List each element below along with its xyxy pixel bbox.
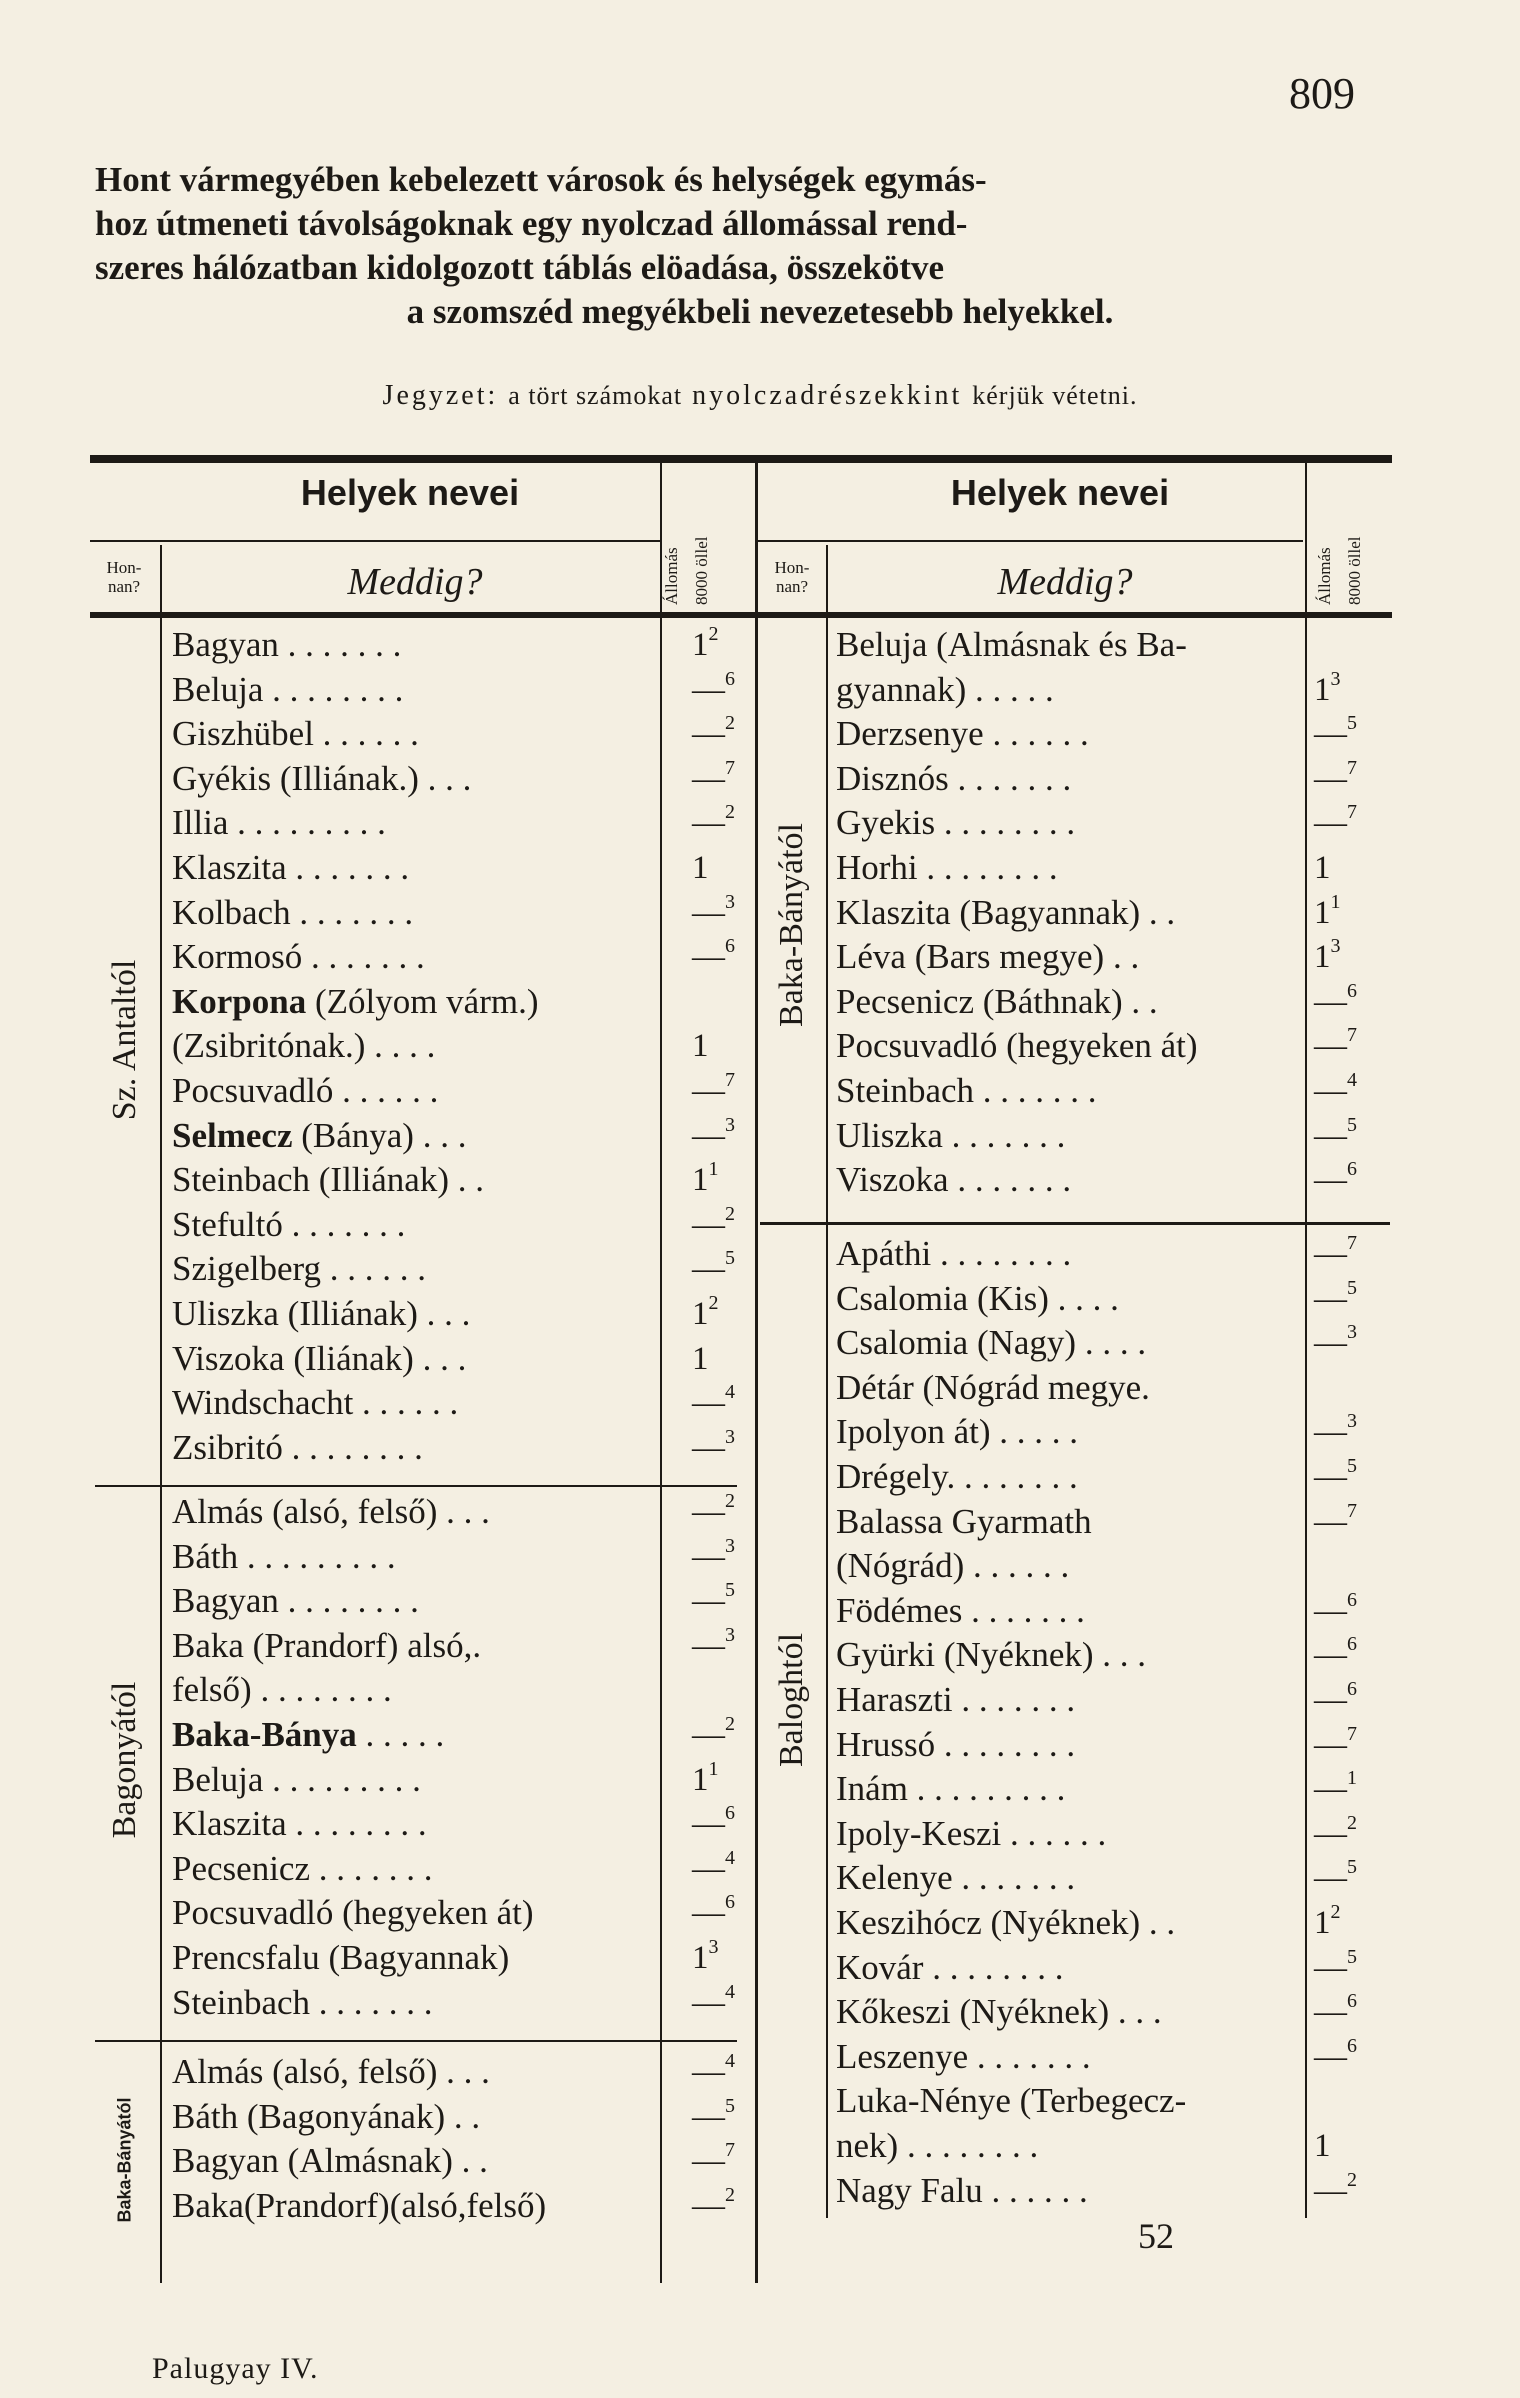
distance-value: —$^2$ (692, 1202, 735, 1243)
table-row (172, 1758, 757, 1802)
distance-value: —$^3$ (692, 890, 735, 931)
table-row (836, 1366, 1391, 1410)
place-name: Báth . . . . . . . . . (172, 1536, 396, 1576)
place-name: Csalomia (Nagy) . . . . (836, 1323, 1147, 1363)
distance-value: —$^6$ (1314, 2034, 1357, 2075)
left-honnan (90, 558, 158, 596)
table-row (836, 1158, 1391, 1202)
table-row (172, 1936, 757, 1980)
distance-value: —$^4$ (692, 2050, 735, 2090)
place-name: Détár (Nógrád megye. (836, 1367, 1150, 1407)
right-olel-label: 8000 öllel (1345, 536, 1364, 605)
title-line: Hont vármegyében kebelezett városok és helységek egymás- (95, 160, 987, 199)
left-group-label: Sz. Antaltól (106, 959, 143, 1121)
table-row (836, 1767, 1391, 1811)
honnan-b: nan? (107, 577, 141, 596)
distance-value: $1^1$ (1314, 890, 1341, 931)
table-row (172, 1381, 757, 1425)
table-row (836, 2035, 1391, 2079)
place-name: Klaszita . . . . . . . . (172, 1804, 427, 1844)
distance-value: —$^5$ (692, 1579, 735, 1620)
right-name-divider (826, 618, 828, 2218)
table-row (836, 1232, 1391, 1276)
place-name: Baka(Prandorf)(alsó,felső) (172, 2185, 547, 2225)
place-name: Viszoka . . . . . . . (836, 1160, 1072, 1200)
table-row (836, 1114, 1391, 1158)
table-row (172, 2139, 757, 2183)
table-row (172, 1247, 757, 1291)
distance-value: $1^3$ (692, 1936, 719, 1976)
distance-value: —$^5$ (1314, 1455, 1357, 1495)
distance-value: —$^7$ (1314, 756, 1357, 797)
place-name: Bagyan (Almásnak) . . (172, 2141, 488, 2181)
place-name: felső) . . . . . . . . (172, 1670, 392, 1710)
distance-value: 1 (1314, 2128, 1331, 2164)
table-row (836, 935, 1391, 979)
right-header-title: Helyek nevei (950, 472, 1170, 513)
table-top-rule (90, 455, 1392, 463)
table-row (172, 1981, 757, 2025)
distance-value: —$^6$ (1314, 979, 1357, 1020)
right-group-label: Baka-Bányától (773, 823, 810, 1027)
table-row (836, 1723, 1391, 1767)
place-name: Prencsfalu (Bagyannak) (172, 1938, 510, 1977)
left-group-label: Baka-Bányától (114, 2097, 135, 2223)
distance-value: —$^3$ (1314, 1321, 1357, 1362)
distance-value: —$^2$ (1314, 1811, 1357, 1852)
distance-value: —$^6$ (1314, 1678, 1357, 1718)
distance-value: —$^5$ (1314, 1945, 1357, 1986)
left-group-rule (95, 2040, 737, 2042)
place-name: Báth (Bagonyának) . . (172, 2096, 481, 2136)
left-name-divider (160, 618, 162, 2283)
distance-value: —$^6$ (692, 667, 735, 708)
place-name: Pocsuvadló (hegyeken át) (836, 1026, 1198, 1066)
place-name: Almás (alsó, felső) . . . (172, 1492, 490, 1531)
distance-value: 1 (692, 1028, 709, 1065)
place-name: Stefultó . . . . . . . (172, 1204, 406, 1244)
place-name: Pecsenicz (Báthnak) . . (836, 981, 1158, 1021)
table-row (172, 891, 757, 935)
place-name: Pecsenicz . . . . . . . (172, 1848, 433, 1888)
note-mid: nyolczadrészekkint (692, 380, 963, 411)
table-row (836, 1812, 1391, 1856)
place-name: Bagyan . . . . . . . . (172, 1581, 419, 1621)
honnan-a: Hon- (106, 558, 142, 577)
distance-value: —$^1$ (1314, 1767, 1357, 1808)
table-row (836, 1589, 1391, 1633)
table-row (836, 980, 1391, 1024)
distance-value: —$^6$ (1314, 1158, 1357, 1199)
place-name: Ipolyon át) . . . . . (836, 1412, 1079, 1452)
table-row (836, 712, 1391, 756)
table-row (172, 1114, 757, 1158)
table-row (172, 1668, 757, 1712)
left-group-rule (95, 1485, 737, 1487)
note-label: Jegyzet: (382, 380, 499, 411)
distance-value: —$^4$ (692, 1846, 735, 1887)
table-row (836, 623, 1391, 667)
table-row (172, 2050, 757, 2094)
distance-value: —$^2$ (692, 801, 735, 842)
place-name: Födémes . . . . . . . (836, 1590, 1085, 1630)
table-row (836, 2169, 1391, 2213)
distance-value: —$^4$ (692, 1980, 735, 2021)
distance-value: —$^5$ (692, 2094, 735, 2135)
table-row (172, 1713, 757, 1757)
place-name: Szigelberg . . . . . . (172, 1249, 427, 1289)
right-honnan-divider (826, 545, 828, 613)
place-name: Kelenye . . . . . . . (836, 1858, 1076, 1898)
title-line: szeres hálózatban kidolgozott táblás elöadása, összekötve (95, 248, 945, 287)
page-title (95, 158, 1425, 334)
place-name: Ipoly-Keszi . . . . . . (836, 1813, 1107, 1853)
table-row (836, 891, 1391, 935)
place-name: Giszhübel . . . . . . (172, 714, 419, 754)
place-name: Illia . . . . . . . . . (172, 803, 386, 843)
distance-value: —$^5$ (1314, 1856, 1357, 1897)
table-row (172, 1624, 757, 1668)
title-line: a szomszéd megyékbeli nevezetesebb helyekkel. (406, 292, 1114, 331)
place-name: Gyékis (Illiának.) . . . (172, 758, 472, 798)
place-name: (Zsibritónak.) . . . . (172, 1026, 436, 1066)
distance-value: —$^7$ (692, 1069, 735, 1109)
place-name: Klaszita (Bagyannak) . . (836, 892, 1176, 932)
place-name: (Nógrád) . . . . . . (836, 1546, 1070, 1586)
distance-value: $1^1$ (692, 1158, 719, 1199)
place-name: Kolbach . . . . . . . (172, 892, 414, 932)
distance-value: $1^2$ (692, 1292, 719, 1332)
table-row (836, 846, 1391, 890)
right-allomas-divider (1305, 463, 1307, 613)
place-name: Baka (Prandorf) alsó,. (172, 1625, 482, 1665)
table-row (172, 668, 757, 712)
place-name: Csalomia (Kis) . . . . (836, 1278, 1119, 1318)
table-row (836, 1633, 1391, 1677)
place-name: Derzsenye . . . . . . (836, 714, 1089, 754)
distance-value: $1^2$ (1314, 1901, 1341, 1941)
distance-value: —$^3$ (692, 1534, 735, 1575)
table-row (172, 846, 757, 890)
left-meddig: Meddig? (347, 561, 483, 603)
honnan-b: nan? (775, 577, 809, 596)
distance-value: —$^3$ (692, 1113, 735, 1154)
right-allomas-label: Állomás (1315, 547, 1334, 605)
place-name: Pocsuvadló . . . . . . (172, 1071, 439, 1110)
place-name: gyannak) . . . . . (836, 669, 1054, 709)
place-name: Balassa Gyarmath (836, 1501, 1092, 1541)
distance-value: $1^3$ (1314, 667, 1341, 708)
table-row (172, 2095, 757, 2139)
table-row (172, 623, 757, 667)
distance-value: —$^7$ (692, 756, 735, 797)
table-row (172, 1292, 757, 1336)
table-row (172, 935, 757, 979)
distance-value: —$^2$ (692, 1713, 735, 1753)
place-name: Steinbach . . . . . . . (836, 1071, 1097, 1110)
table-row (836, 757, 1391, 801)
distance-value: —$^3$ (1314, 1410, 1357, 1451)
distance-value: —$^6$ (692, 1891, 735, 1932)
distance-value: —$^5$ (692, 1247, 735, 1288)
place-name: Gyekis . . . . . . . . (836, 803, 1076, 843)
distance-value: —$^6$ (1314, 1633, 1357, 1674)
place-name: Keszihócz (Nyéknek) . . (836, 1903, 1176, 1942)
place-name: Kőkeszi (Nyéknek) . . . (836, 1992, 1162, 2032)
place-name: Gyürki (Nyéknek) . . . (836, 1635, 1147, 1675)
distance-value: —$^5$ (1314, 1113, 1357, 1154)
distance-value: —$^6$ (1314, 1990, 1357, 2031)
signature-mark: 52 (1138, 2216, 1174, 2256)
distance-value: —$^2$ (692, 2183, 735, 2224)
table-row (172, 1203, 757, 1247)
distance-value: —$^6$ (1314, 1588, 1357, 1629)
table-row (836, 1500, 1391, 1544)
place-name: Baka-Bánya . . . . . (172, 1715, 445, 1754)
table-row (172, 1490, 757, 1534)
left-header-title: Helyek nevei (300, 472, 520, 513)
place-name: Leszenye . . . . . . . (836, 2036, 1091, 2076)
title-line: hoz útmeneti távolságoknak egy nyolczad állomással rend- (95, 204, 968, 243)
place-name: Klaszita . . . . . . . (172, 848, 410, 887)
left-olel-label: 8000 öllel (692, 536, 711, 605)
distance-value: —$^6$ (692, 1802, 735, 1843)
place-name: nek) . . . . . . . . (836, 2126, 1039, 2165)
distance-value: —$^2$ (692, 1490, 735, 1530)
place-name: Pocsuvadló (hegyeken át) (172, 1893, 534, 1933)
distance-value: 1 (1314, 850, 1331, 886)
table-row (836, 1455, 1391, 1499)
place-name: Steinbach . . . . . . . (172, 1982, 433, 2022)
place-name: Almás (alsó, felső) . . . (172, 2052, 490, 2091)
table-row (836, 2079, 1391, 2123)
table-row (836, 1678, 1391, 1722)
place-name: Drégely. . . . . . . . (836, 1457, 1078, 1496)
place-name: Haraszti . . . . . . . (836, 1680, 1076, 1719)
place-name: Luka-Nénye (Terbegecz- (836, 2081, 1187, 2121)
note (0, 380, 1520, 412)
table-row (172, 1579, 757, 1623)
distance-value: —$^7$ (1314, 1232, 1357, 1272)
place-name: Nagy Falu . . . . . . (836, 2170, 1088, 2210)
right-header-rule (758, 540, 1303, 542)
table-row (172, 2184, 757, 2228)
table-row (836, 1277, 1391, 1321)
place-name: Zsibritó . . . . . . . . (172, 1427, 423, 1467)
table-row (836, 1856, 1391, 1900)
place-name: Kormosó . . . . . . . (172, 937, 425, 977)
table-row (172, 1024, 757, 1068)
place-name: Viszoka (Iliának) . . . (172, 1338, 467, 1378)
place-name: Beluja (Almásnak és Ba- (836, 625, 1187, 664)
table-row (172, 1847, 757, 1891)
table-row (836, 801, 1391, 845)
table-row (172, 1535, 757, 1579)
left-allomas-label: Állomás (662, 547, 681, 605)
table-row (836, 1946, 1391, 1990)
distance-value: —$^7$ (1314, 801, 1357, 842)
table-row (836, 1321, 1391, 1365)
table-row (172, 980, 757, 1024)
right-meddig: Meddig? (997, 561, 1133, 603)
right-group-rule (760, 1222, 1390, 1225)
place-name: Léva (Bars megye) . . (836, 937, 1140, 977)
table-row (836, 1069, 1391, 1113)
place-name: Beluja . . . . . . . . (172, 669, 404, 709)
distance-value: —$^6$ (692, 935, 735, 976)
table-row (836, 1901, 1391, 1945)
distance-value: —$^7$ (1314, 1722, 1357, 1763)
table-row (172, 1337, 757, 1381)
table-row (836, 1410, 1391, 1454)
distance-value: $1^1$ (692, 1757, 719, 1798)
left-honnan-divider (160, 545, 162, 613)
table-row (836, 1024, 1391, 1068)
distance-value: —$^7$ (692, 2139, 735, 2180)
honnan-a: Hon- (774, 558, 810, 577)
left-header-rule (90, 540, 660, 542)
place-name: Kovár . . . . . . . . (836, 1947, 1064, 1987)
right-group-label: Baloghtól (773, 1632, 810, 1768)
note-text: a tört számokat (508, 381, 683, 410)
place-name: Disznós . . . . . . . (836, 758, 1072, 798)
table-row (172, 801, 757, 845)
place-name: Uliszka (Illiának) . . . (172, 1294, 471, 1333)
table-row (172, 757, 757, 801)
distance-value: —$^4$ (1314, 1069, 1357, 1109)
distance-value: —$^5$ (1314, 1276, 1357, 1317)
place-name: Steinbach (Illiának) . . (172, 1160, 484, 1200)
distance-value: —$^2$ (692, 712, 735, 753)
distance-value: $1^3$ (1314, 935, 1341, 976)
page-number: 809 (1289, 69, 1355, 118)
distance-value: $1^2$ (692, 623, 719, 663)
left-group-label: Bagonyától (106, 1681, 143, 1839)
place-name: Inám . . . . . . . . . (836, 1769, 1066, 1809)
table-row (836, 1990, 1391, 2034)
distance-value: 1 (692, 850, 709, 886)
place-name: Bagyan . . . . . . . (172, 625, 402, 664)
distance-value: —$^7$ (1314, 1499, 1357, 1540)
table-row (836, 668, 1391, 712)
table-row (172, 1158, 757, 1202)
distance-value: —$^3$ (692, 1425, 735, 1466)
place-name: Selmecz (Bánya) . . . (172, 1115, 467, 1155)
place-name: Korpona (Zólyom várm.) (172, 981, 539, 1021)
footer: Palugyay IV. (152, 2352, 319, 2385)
table-row (172, 1802, 757, 1846)
place-name: Beluja . . . . . . . . . (172, 1759, 421, 1799)
table-row (172, 1069, 757, 1113)
distance-value: —$^3$ (692, 1623, 735, 1664)
table-row (172, 1426, 757, 1470)
distance-value: —$^4$ (692, 1381, 735, 1422)
distance-value: —$^5$ (1314, 712, 1357, 753)
distance-value: —$^7$ (1314, 1024, 1357, 1065)
header-bottom-rule (90, 612, 1392, 618)
right-honnan (758, 558, 826, 596)
table-row (836, 2124, 1391, 2168)
place-name: Hrussó . . . . . . . . (836, 1724, 1076, 1764)
table-row (172, 712, 757, 756)
place-name: Windschacht . . . . . . (172, 1383, 459, 1423)
distance-value: 1 (692, 1340, 709, 1377)
note-end: kérjük vétetni. (972, 381, 1138, 410)
place-name: Apáthi . . . . . . . . (836, 1234, 1072, 1273)
distance-value: —$^2$ (1314, 2168, 1357, 2209)
place-name: Horhi . . . . . . . . (836, 848, 1058, 887)
table-row (836, 1544, 1391, 1588)
place-name: Uliszka . . . . . . . (836, 1115, 1066, 1155)
table-row (172, 1891, 757, 1935)
